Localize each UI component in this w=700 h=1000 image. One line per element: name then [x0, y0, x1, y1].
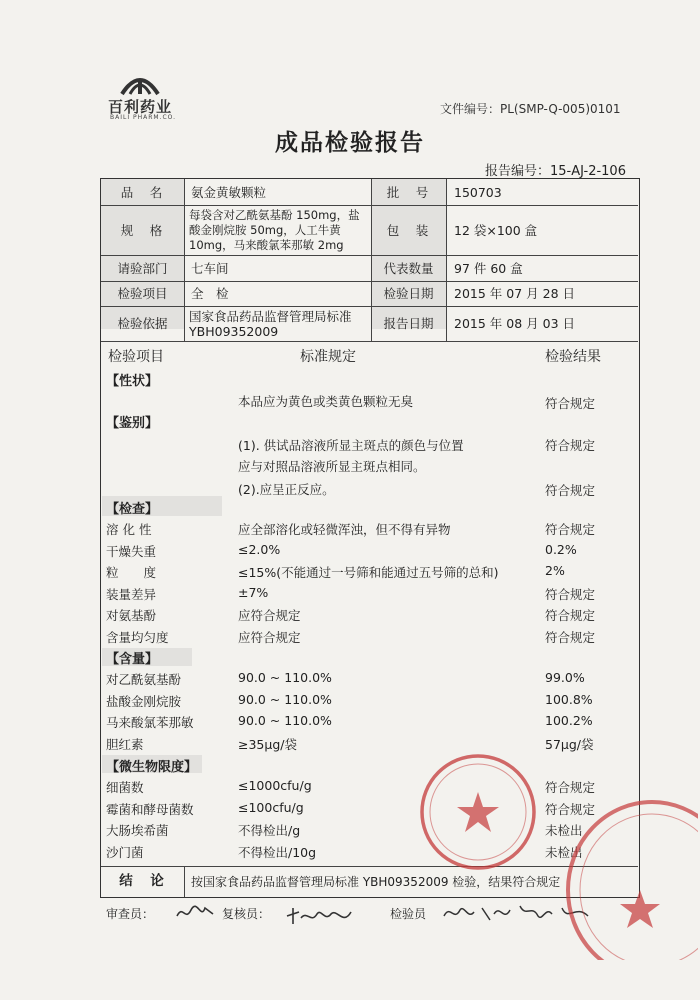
spec-line-2: 酸金刚烷胺 50mg，人工牛黄	[189, 223, 341, 237]
results-col-result: 检验结果	[545, 349, 601, 365]
microbe-item: 大肠埃希菌	[106, 823, 169, 838]
inspection-result: 2%	[545, 563, 565, 578]
quantity-label: 代表数量	[383, 261, 434, 276]
microbe-result: 未检出	[545, 823, 583, 838]
inspection-standard: ≤2.0%	[238, 541, 281, 557]
inspection-result: 符合规定	[545, 522, 596, 537]
product-label: 品 名	[120, 185, 165, 200]
content-result: 99.0%	[545, 670, 585, 685]
document-number: 文件编号：PL(SMP-Q-005)0101	[440, 102, 621, 116]
inspection-standard: ±7%	[238, 584, 269, 600]
content-item: 对乙酰氨基酚	[106, 672, 182, 687]
batch-value: 150703	[454, 185, 502, 200]
rechecker-label: 复核员：	[222, 907, 271, 921]
microbe-item: 霉菌和酵母菌数	[106, 801, 194, 817]
inspector-label: 检验员	[390, 907, 427, 921]
logo-mark-icon	[118, 72, 162, 96]
content-standard: 90.0 ~ 110.0%	[238, 670, 332, 685]
identification-standard-1: (1). 供试品溶液所显主斑点的颜色与位置	[238, 438, 464, 453]
microbe-standard: 不得检出/g	[238, 823, 301, 838]
report-title: 成品检验报告	[275, 130, 425, 156]
conclusion-label: 结 论	[119, 873, 166, 889]
inspection-item: 溶 化 性	[106, 522, 152, 537]
inspection-result: 0.2%	[545, 541, 577, 557]
microbe-result: 未检出	[545, 844, 583, 860]
identification-standard-3: (2).应呈正反应。	[238, 482, 335, 497]
content-standard: ≥35μg/袋	[238, 736, 297, 752]
company-seal-stamp	[418, 752, 538, 872]
character-result: 符合规定	[545, 396, 596, 411]
microbe-standard: ≤100cfu/g	[238, 799, 304, 815]
section-character: 【性状】	[106, 374, 159, 389]
content-standard: 90.0 ~ 110.0%	[238, 691, 332, 707]
results-col-item: 检验项目	[108, 349, 164, 365]
microbe-standard: ≤1000cfu/g	[238, 778, 312, 793]
inspection-standard: 应全部溶化或轻微浑浊，但不得有异物	[238, 522, 451, 537]
microbe-standard: 不得检出/10g	[238, 844, 317, 860]
inspection-standard: 应符合规定	[238, 608, 301, 623]
report-date-label: 报告日期	[383, 316, 434, 331]
inspection-standard: 应符合规定	[238, 629, 301, 645]
inspect-date-value: 2015 年 07 月 28 日	[454, 286, 575, 301]
report-date-value: 2015 年 08 月 03 日	[454, 316, 575, 331]
product-value: 氨金黄敏颗粒	[191, 185, 267, 200]
results-col-standard: 标准规定	[300, 349, 356, 365]
reviewer-label: 审查员：	[106, 907, 155, 921]
content-standard: 90.0 ~ 110.0%	[238, 713, 332, 728]
identification-standard-2: 应与对照品溶液所显主斑点相同。	[238, 459, 426, 474]
content-result: 100.8%	[545, 691, 593, 707]
microbe-item: 沙门菌	[106, 844, 144, 860]
identification-result-1: 符合规定	[545, 438, 596, 453]
logo-text-cn: 百利药业	[108, 98, 173, 116]
inspection-item: 粒 度	[106, 565, 157, 580]
item-value: 全 检	[191, 286, 229, 301]
content-item: 马来酸氯苯那敏	[106, 715, 194, 730]
basis-line-2: YBH09352009	[189, 324, 279, 339]
inspection-result: 符合规定	[545, 629, 596, 645]
character-standard: 本品应为黄色或类黄色颗粒无臭	[238, 394, 414, 409]
inspection-standard: ≤15%(不能通过一号筛和能通过五号筛的总和)	[238, 565, 499, 580]
inspect-date-label: 检验日期	[383, 286, 434, 301]
section-microbe: 【微生物限度】	[106, 760, 198, 775]
inspection-item: 对氨基酚	[106, 608, 157, 623]
content-item: 盐酸金刚烷胺	[106, 693, 182, 709]
content-result: 100.2%	[545, 713, 593, 728]
basis-label: 检验依据	[117, 316, 168, 331]
microbe-item: 细菌数	[106, 780, 144, 795]
company-logo	[100, 72, 210, 124]
inspection-item: 装量差异	[106, 586, 157, 602]
conclusion-text: 按国家食品药品监督管理局标准 YBH09352009 检验，结果符合规定	[191, 875, 561, 889]
rechecker-signature	[285, 904, 355, 934]
spec-label: 规 格	[120, 223, 165, 238]
report-number: 报告编号：15-AJ-2-106	[485, 164, 626, 179]
package-value: 12 袋×100 盒	[454, 223, 538, 238]
section-identification: 【鉴别】	[106, 416, 159, 431]
logo-text-en: BAILI PHARM.CO.	[110, 114, 177, 121]
inspection-result: 符合规定	[545, 586, 596, 602]
item-label: 检验项目	[117, 286, 168, 301]
quantity-value: 97 件 60 盒	[454, 261, 523, 276]
inspection-result: 符合规定	[545, 608, 596, 623]
identification-result-3: 符合规定	[545, 483, 596, 498]
spec-line-1: 每袋含对乙酰氨基酚 150mg，盐	[189, 208, 360, 222]
batch-label: 批 号	[386, 185, 431, 200]
content-item: 胆红素	[106, 736, 144, 752]
basis-line-1: 国家食品药品监督管理局标准	[189, 309, 352, 324]
section-content: 【含量】	[106, 652, 159, 667]
quality-seal-stamp	[562, 780, 698, 960]
spec-line-3: 10mg，马来酸氯苯那敏 2mg	[189, 238, 344, 252]
section-inspection: 【检查】	[106, 502, 159, 517]
dept-value: 七车间	[191, 261, 229, 276]
package-label: 包 装	[386, 223, 431, 238]
inspection-item: 干燥失重	[106, 543, 157, 559]
dept-label: 请验部门	[117, 261, 168, 276]
inspection-item: 含量均匀度	[106, 629, 169, 645]
microbe-result: 符合规定	[545, 801, 596, 817]
microbe-result: 符合规定	[545, 780, 596, 795]
reviewer-signature	[175, 902, 215, 928]
content-result: 57μg/袋	[545, 736, 594, 752]
